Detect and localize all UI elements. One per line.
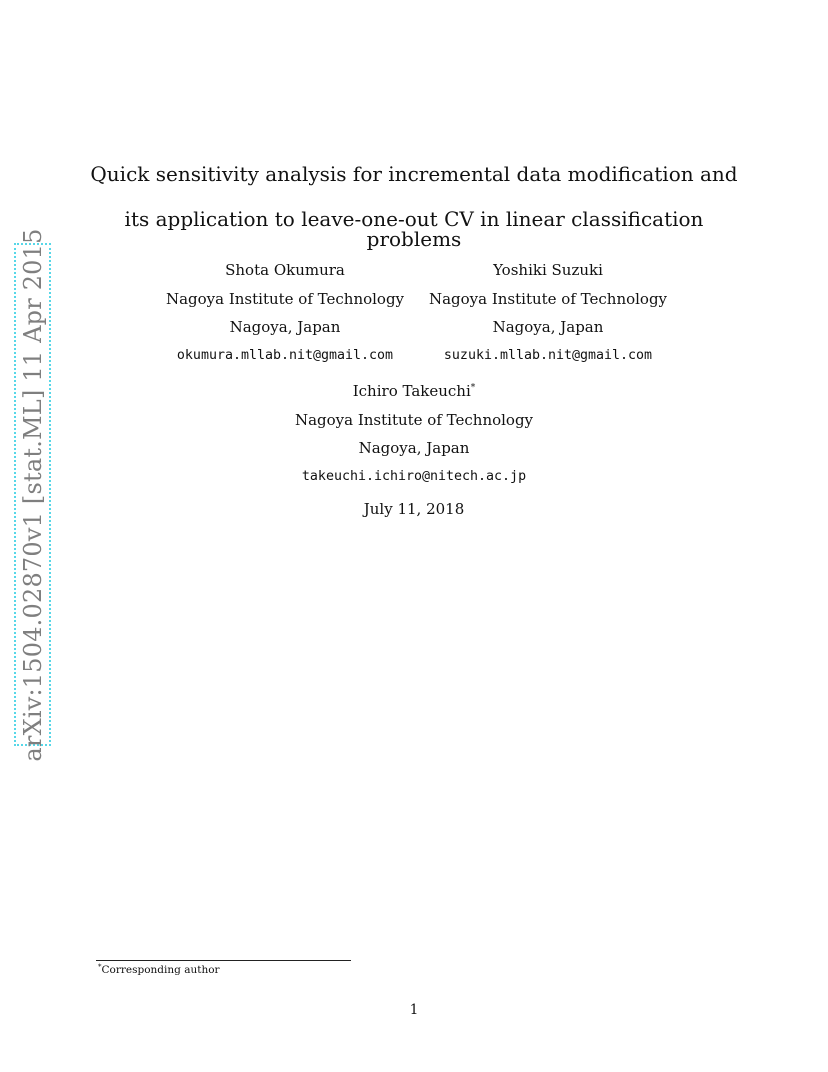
author-location: Nagoya, Japan xyxy=(358,439,470,457)
author-email: suzuki.mllab.nit@gmail.com xyxy=(443,347,653,363)
author-location: Nagoya, Japan xyxy=(492,318,604,336)
footnote-divider xyxy=(96,960,351,961)
author-email: okumura.mllab.nit@gmail.com xyxy=(176,347,394,363)
footnote xyxy=(98,964,220,976)
footnote-text: Corresponding author xyxy=(101,964,220,976)
paper-title-line-2: its application to leave-one-out CV in linear classification problems xyxy=(124,207,704,251)
paper-title-line-1: Quick sensitivity analysis for incremental data modification and xyxy=(90,162,738,186)
arxiv-identifier: arXiv:1504.02870v1 [stat.ML] 11 Apr 2015 xyxy=(18,227,47,762)
footnote-marker: * xyxy=(98,963,102,971)
page-number: 1 xyxy=(409,1002,419,1018)
paper-date: July 11, 2018 xyxy=(363,500,465,518)
author-block xyxy=(423,256,673,370)
author-name: Shota Okumura xyxy=(225,261,345,279)
author-name: Yoshiki Suzuki xyxy=(493,261,603,279)
author-block xyxy=(160,256,410,370)
author-affiliation: Nagoya Institute of Technology xyxy=(294,410,534,429)
author-affiliation: Nagoya Institute of Technology xyxy=(165,289,405,308)
author-affiliation: Nagoya Institute of Technology xyxy=(428,289,668,308)
author-block xyxy=(289,377,539,491)
author-location: Nagoya, Japan xyxy=(229,318,341,336)
author-name: Ichiro Takeuchi xyxy=(352,382,471,400)
author-name-line xyxy=(289,377,539,406)
arxiv-stamp xyxy=(14,227,51,762)
author-email: takeuchi.ichiro@nitech.ac.jp xyxy=(301,468,527,484)
footnote-marker: * xyxy=(470,383,476,393)
